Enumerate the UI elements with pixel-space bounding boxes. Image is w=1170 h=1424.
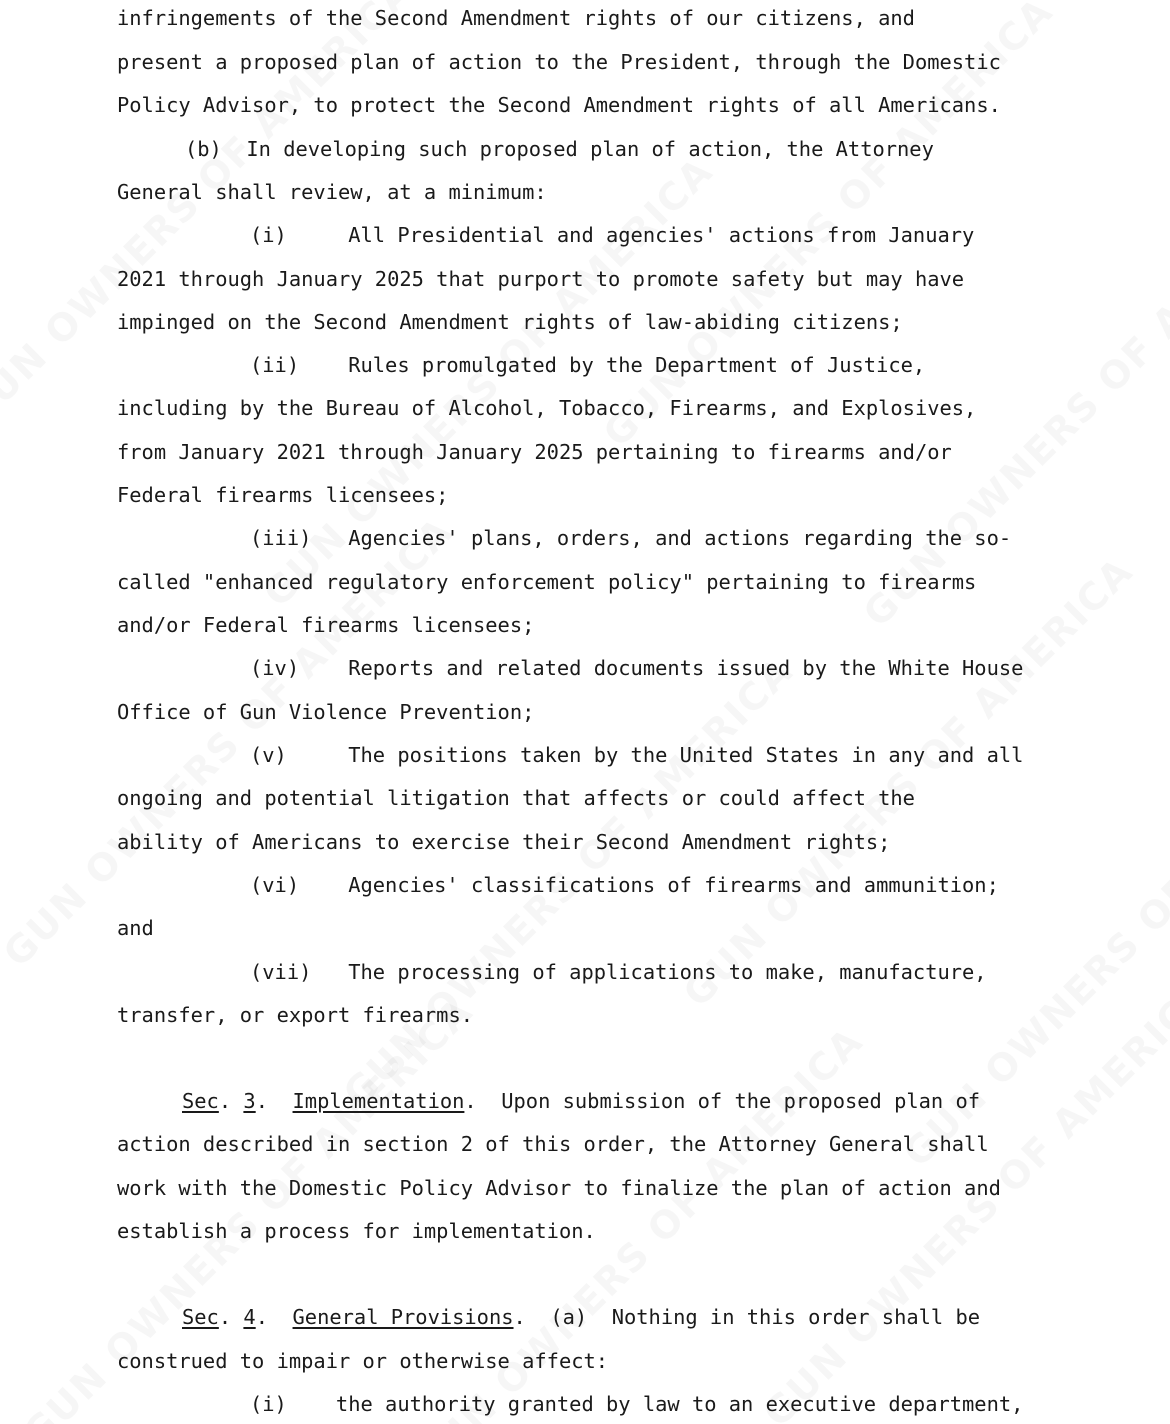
section-title: Implementation [292, 1089, 465, 1113]
paragraph-line: transfer, or export firearms. [117, 1003, 474, 1027]
paragraph-line: 2021 through January 2025 that purport to promote safety but may have [117, 267, 965, 291]
list-item-line: (vii) The processing of applications to make, manufacture, [250, 960, 987, 984]
section-title: General Provisions [292, 1305, 514, 1329]
section-text: . (a) Nothing in this order shall be [513, 1305, 981, 1329]
paragraph-line: and [117, 916, 154, 940]
list-item-line: (v) The positions taken by the United States in any and all [250, 743, 1024, 767]
list-item-line: (iv) Reports and related documents issued by the White House [250, 656, 1024, 680]
section-punct: . [218, 1305, 232, 1329]
paragraph-line: Policy Advisor, to protect the Second Amendment rights of all Americans. [117, 93, 1001, 117]
list-item-line: (iii) Agencies' plans, orders, and actions regarding the so- [250, 526, 1012, 550]
section-punct: . [255, 1089, 293, 1113]
paragraph-line: work with the Domestic Policy Advisor to finalize the plan of action and [117, 1176, 1001, 1200]
paragraph-line: ongoing and potential litigation that affects or could affect the [117, 786, 915, 810]
paragraph-line: from January 2021 through January 2025 pertaining to firearms and/or [117, 440, 952, 464]
paragraph-line: including by the Bureau of Alcohol, Tobacco, Firearms, and Explosives, [117, 396, 977, 420]
list-item-line: (vi) Agencies' classifications of firearms and ammunition; [250, 873, 999, 897]
section-punct: . [255, 1305, 293, 1329]
list-item-line: (i) All Presidential and agencies' actions from January [250, 223, 975, 247]
paragraph-line: action described in section 2 of this order, the Attorney General shall [117, 1132, 989, 1156]
paragraph-line: ability of Americans to exercise their Second Amendment rights; [117, 830, 891, 854]
section-number: 3 [243, 1089, 256, 1113]
watermark [675, 549, 1142, 1016]
section-heading-3 [182, 1091, 980, 1111]
paragraph-line: present a proposed plan of action to the President, through the Domestic [117, 50, 1001, 74]
paragraph-line: construed to impair or otherwise affect: [117, 1349, 609, 1373]
section-punct: . [218, 1089, 232, 1113]
section-number: 4 [243, 1305, 256, 1329]
section-label: Sec [182, 1089, 219, 1113]
paragraph-line: and/or Federal firearms licensees; [117, 613, 535, 637]
section-label: Sec [182, 1305, 219, 1329]
list-item-line: (ii) Rules promulgated by the Department of Justice, [250, 353, 926, 377]
paragraph-line: called "enhanced regulatory enforcement policy" pertaining to firearms [117, 570, 977, 594]
paragraph-line: infringements of the Second Amendment rights of our citizens, and [117, 6, 915, 30]
paragraph-line: Office of Gun Violence Prevention; [117, 700, 535, 724]
section-text: . Upon submission of the proposed plan of [464, 1089, 981, 1113]
paragraph-line: General shall review, at a minimum: [117, 180, 547, 204]
section-heading-4 [182, 1307, 980, 1327]
paragraph-line: Federal firearms licensees; [117, 483, 449, 507]
paragraph-line: establish a process for implementation. [117, 1219, 596, 1243]
paragraph-line: (b) In developing such proposed plan of action, the Attorney [185, 137, 934, 161]
paragraph-line: impinged on the Second Amendment rights of law-abiding citizens; [117, 310, 903, 334]
list-item-line: (i) the authority granted by law to an executive department, [250, 1392, 1024, 1416]
